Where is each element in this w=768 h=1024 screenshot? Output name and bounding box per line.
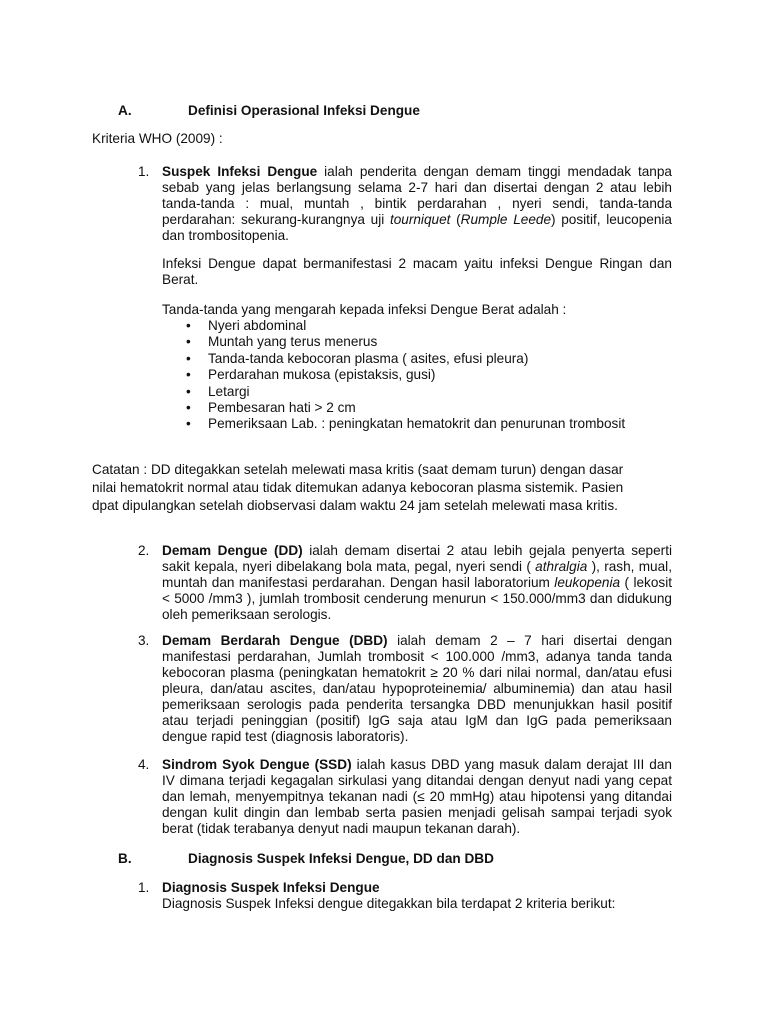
list-item <box>162 400 682 416</box>
list-item-text: Muntah yang terus menerus <box>208 334 378 350</box>
item-2-text-b: ), rash, mual, muntah dan manifestasi perdarahan. Dengan hasil laboratorium <box>162 559 672 590</box>
tourniquet-term: tourniquet <box>389 212 451 227</box>
definition-item-2 <box>138 543 672 623</box>
severe-signs-list <box>162 318 682 433</box>
bullet-icon: • <box>186 383 191 399</box>
list-item-text: Pembesaran hati > 2 cm <box>208 399 356 415</box>
item-1-text-b: ( <box>450 212 461 227</box>
item-b1-number: 1. <box>138 880 150 895</box>
list-item-text: Perdarahan mukosa (epistaksis, gusi) <box>208 367 436 383</box>
list-item-text: Tanda-tanda kebocoran plasma ( asites, efusi pleura) <box>208 350 529 366</box>
note-line-1: Catatan : DD ditegakkan setelah melewati masa kritis (saat demam turun) dengan dasar <box>92 462 624 477</box>
definition-item-4 <box>138 757 672 837</box>
manifestation-paragraph <box>162 256 672 288</box>
section-a-title: Definisi Operasional Infeksi Dengue <box>188 103 420 118</box>
list-item-text: Pemeriksaan Lab. : peningkatan hematokrit dan penurunan trombosit <box>208 416 626 432</box>
criteria-label: Kriteria WHO (2009) : <box>92 131 223 146</box>
definition-item-3 <box>138 633 672 745</box>
bullet-icon: • <box>186 350 191 366</box>
list-item <box>162 384 682 400</box>
bullet-icon: • <box>186 367 191 383</box>
bullet-icon: • <box>186 334 191 350</box>
note-line-3: dpat dipulangkan setelah diobservasi dalam waktu 24 jam setelah melewati masa kritis. <box>92 498 618 513</box>
item-2-number: 2. <box>138 543 150 558</box>
signs-intro-paragraph <box>162 302 672 318</box>
section-a-letter: A. <box>118 103 132 118</box>
diagnosis-item-1 <box>138 880 672 912</box>
leukopenia-term: leukopenia <box>554 575 621 590</box>
list-item <box>162 351 682 367</box>
item-2-text-c: ( lekosit < 5000 /mm3 ), jumlah trombosit cenderung menurun < 150.000/mm3 dan didukung oleh pemeriksaan serologis. <box>162 575 672 622</box>
item-3-number: 3. <box>138 633 150 648</box>
list-item <box>162 416 682 432</box>
item-1-text-a: ialah penderita dengan demam tinggi mendadak tanpa sebab yang jelas berlangsung selama 2-7 hari dan disertai dengan 2 atau lebih tanda-tanda : mual, muntah , bintik perdarahan , nyeri sendi, tanda-tanda perdarahan: sekurang-kurangnya uji <box>162 164 672 227</box>
item-3-text: ialah demam 2 – 7 hari disertai dengan manifestasi perdarahan, Jumlah trombosit < 100.000 /mm3, adanya tanda tanda kebocoran plasma (peningkatan hematokrit ≥ 20 % dari nilai normal, dan/atau efusi pleura, dan/atau ascites, dan/atau hypoproteinemia/ albuminemia) dan atau hasil pemeriksaan serologis pada penderita tersangka DBD menunjukkan hasil positif atau terjadi peninggian (positif) IgG saja atau IgM dan IgG pada pemeriksaan dengue rapid test (diagnosis laboratoris). <box>162 633 673 744</box>
section-b-letter: B. <box>118 851 132 866</box>
note-line-2: nilai hematokrit normal atau tidak ditemukan adanya kebocoran plasma sistemik. Pasien <box>92 480 624 495</box>
signs-intro-text: Tanda-tanda yang mengarah kepada infeksi Dengue Berat adalah : <box>162 302 567 317</box>
item-4-text: ialah kasus DBD yang masuk dalam derajat III dan IV dimana terjadi kegagalan sirkulasi yang ditandai dengan denyut nadi yang cepat dan lemah, menyempitnya tekanan nadi (≤ 20 mmHg) atau hipotensi yang ditandai dengan kulit dingin dan lembab serta pasien menjadi gelisah sampai terjadi syok berat (tidak terabanya denyut nadi maupun tekanan darah). <box>162 757 672 836</box>
item-1-number: 1. <box>138 164 150 179</box>
item-1-text-c: ) positif, leucopenia dan trombositopenia. <box>162 212 672 243</box>
list-item <box>162 367 682 383</box>
athralgia-term: athralgia <box>535 559 588 574</box>
item-3-term: Demam Berdarah Dengue (DBD) <box>162 633 388 648</box>
section-b-title: Diagnosis Suspek Infeksi Dengue, DD dan DBD <box>188 851 494 866</box>
definition-item-1 <box>138 164 672 244</box>
list-item <box>162 334 682 350</box>
list-item <box>162 318 682 334</box>
manifestation-text: Infeksi Dengue dapat bermanifestasi 2 macam yaitu infeksi Dengue Ringan dan Berat. <box>162 256 672 287</box>
item-2-term: Demam Dengue (DD) <box>162 543 303 558</box>
item-b1-term: Diagnosis Suspek Infeksi Dengue <box>162 880 380 895</box>
item-4-number: 4. <box>138 757 150 772</box>
rumple-leede-term: Rumple Leede <box>460 212 551 227</box>
item-1-term: Suspek Infeksi Dengue <box>162 164 318 179</box>
bullet-icon: • <box>186 399 191 415</box>
list-item-text: Letargi <box>208 383 250 399</box>
list-item-text: Nyeri abdominal <box>208 318 307 333</box>
item-4-term: Sindrom Syok Dengue (SSD) <box>162 757 352 772</box>
bullet-icon: • <box>186 318 191 333</box>
note-paragraph <box>92 461 652 515</box>
item-b1-text: Diagnosis Suspek Infeksi dengue ditegakkan bila terdapat 2 kriteria berikut: <box>162 896 616 911</box>
item-2-text-a: ialah demam disertai 2 atau lebih gejala penyerta seperti sakit kepala, nyeri dibelakang bola mata, pegal, nyeri sendi ( <box>162 543 672 574</box>
bullet-icon: • <box>186 416 191 432</box>
